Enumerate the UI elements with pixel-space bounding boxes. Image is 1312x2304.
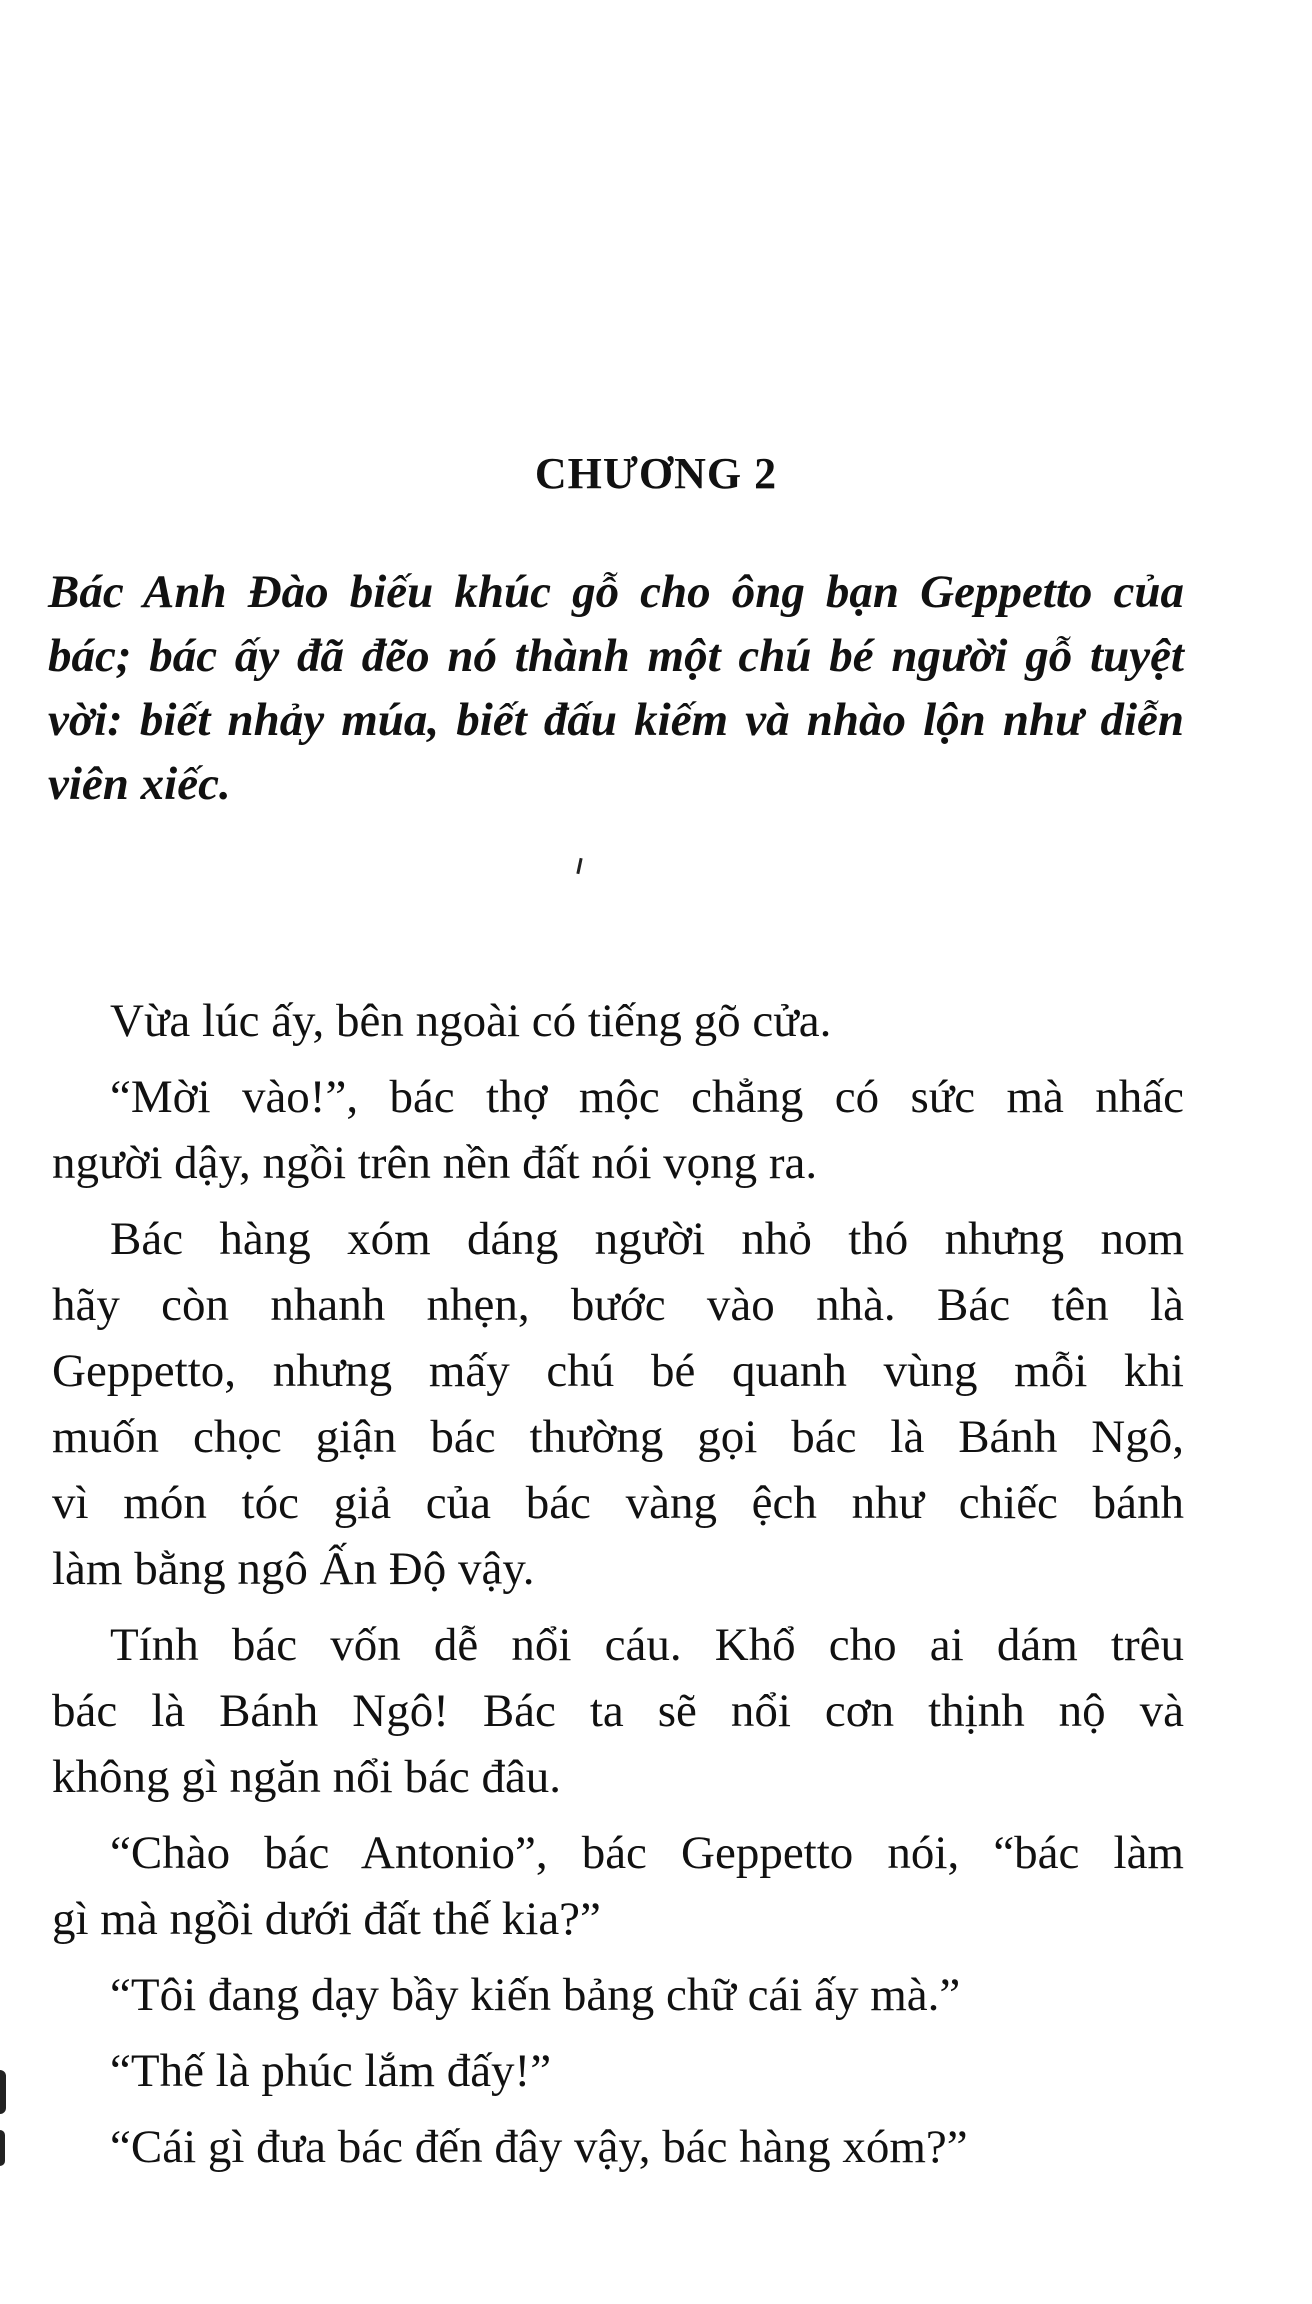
chapter-summary: [48, 560, 1184, 816]
text-line: “Tôi đang dạy bầy kiến bảng chữ cái ấy mà.”: [110, 1969, 961, 2021]
chapter-title: CHƯƠNG 2: [534, 449, 778, 498]
text-line: “Cái gì đưa bác đến đây vậy, bác hàng xóm?”: [110, 2121, 968, 2173]
text-line: làm bằng ngô Ấn Độ vậy.: [52, 1543, 535, 1595]
paragraph: [52, 1962, 1184, 2028]
paragraph: [52, 1206, 1184, 1602]
paragraph: [52, 2038, 1184, 2104]
summary-line: vời: biết nhảy múa, biết đấu kiếm và nhào lộn như diễn: [48, 694, 1184, 746]
body-text: [52, 988, 1184, 2190]
text-line: “Chào bác Antonio”, bác Geppetto nói, “bác làm: [110, 1827, 1184, 1879]
page-edge-mark: [0, 2070, 6, 2114]
summary-line: viên xiếc.: [48, 758, 231, 810]
text-line: “Thế là phúc lắm đấy!”: [110, 2045, 552, 2097]
text-line: bác là Bánh Ngô! Bác ta sẽ nổi cơn thịnh nộ và: [52, 1685, 1184, 1737]
paragraph: [52, 2114, 1184, 2180]
paragraph: [52, 1820, 1184, 1952]
page-edge-mark: [0, 2130, 5, 2166]
summary-line: Bác Anh Đào biếu khúc gỗ cho ông bạn Geppetto của: [48, 566, 1184, 618]
paragraph: [52, 1612, 1184, 1810]
paragraph: [52, 1064, 1184, 1196]
stray-ink-mark: [576, 858, 582, 874]
text-line: muốn chọc giận bác thường gọi bác là Bánh Ngô,: [52, 1411, 1184, 1463]
text-line: người dậy, ngồi trên nền đất nói vọng ra.: [52, 1137, 818, 1189]
text-line: Bác hàng xóm dáng người nhỏ thó nhưng nom: [110, 1213, 1184, 1265]
text-line: vì món tóc giả của bác vàng ệch như chiếc bánh: [52, 1477, 1184, 1529]
text-line: gì mà ngồi dưới đất thế kia?”: [52, 1893, 601, 1945]
text-line: “Mời vào!”, bác thợ mộc chẳng có sức mà nhấc: [110, 1071, 1184, 1123]
summary-line: bác; bác ấy đã đẽo nó thành một chú bé người gỗ tuyệt: [48, 630, 1184, 682]
text-line: không gì ngăn nổi bác đâu.: [52, 1751, 562, 1803]
text-line: hãy còn nhanh nhẹn, bước vào nhà. Bác tên là: [52, 1279, 1184, 1331]
text-line: Vừa lúc ấy, bên ngoài có tiếng gõ cửa.: [110, 995, 832, 1047]
text-line: Geppetto, nhưng mấy chú bé quanh vùng mỗi khi: [52, 1345, 1184, 1397]
text-line: Tính bác vốn dễ nổi cáu. Khổ cho ai dám trêu: [110, 1619, 1184, 1671]
paragraph: [52, 988, 1184, 1054]
